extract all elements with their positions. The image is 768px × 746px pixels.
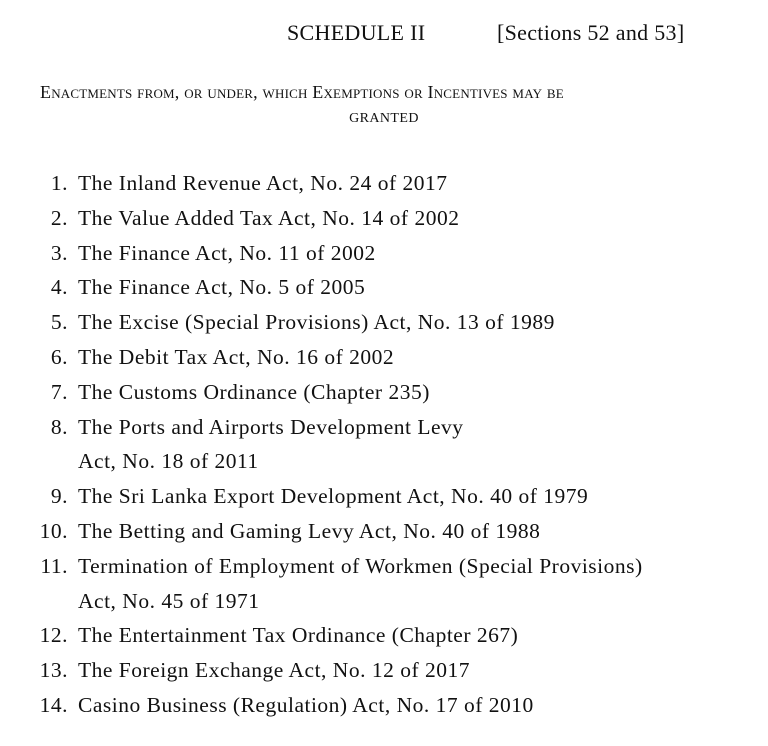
list-item-text: The Customs Ordinance (Chapter 235) <box>78 379 430 404</box>
list-item <box>0 166 768 201</box>
list-item-number: 4. <box>50 275 68 300</box>
list-item <box>0 375 768 410</box>
list-item-text: Act, No. 18 of 2011 <box>78 449 259 474</box>
list-item-number: 13. <box>39 658 68 683</box>
schedule-title: SCHEDULE II <box>287 20 426 45</box>
list-item-text: The Entertainment Tax Ordinance (Chapter 267) <box>78 623 519 648</box>
list-item <box>0 549 768 619</box>
subtitle-line-1: Enactments from, or under, which Exemptions or Incentives may be <box>40 82 564 102</box>
schedule-header <box>0 20 768 52</box>
schedule-sections-reference: [Sections 52 and 53] <box>497 20 685 45</box>
enactment-list <box>0 166 768 723</box>
list-item-number: 5. <box>50 310 68 335</box>
list-item-text: The Sri Lanka Export Development Act, No. 40 of 1979 <box>78 484 589 509</box>
list-item-text: The Betting and Gaming Levy Act, No. 40 of 1988 <box>78 518 541 543</box>
list-item <box>0 236 768 271</box>
list-item-number: 12. <box>39 623 68 648</box>
list-item-number: 2. <box>50 205 68 230</box>
list-item <box>0 514 768 549</box>
list-item-text: Casino Business (Regulation) Act, No. 17 of 2010 <box>78 692 534 717</box>
list-item <box>0 479 768 514</box>
list-item <box>0 270 768 305</box>
list-item <box>0 340 768 375</box>
list-item-text: The Finance Act, No. 11 of 2002 <box>78 240 376 265</box>
list-item-text: Act, No. 45 of 1971 <box>78 588 260 613</box>
list-item-text: The Excise (Special Provisions) Act, No. 13 of 1989 <box>78 310 555 335</box>
list-item-number: 3. <box>50 240 68 265</box>
subtitle-line-2: GRANTED <box>349 111 419 126</box>
list-item-number: 10. <box>39 518 68 543</box>
list-item-number: 1. <box>50 171 68 195</box>
list-item <box>0 688 768 723</box>
list-item-number: 9. <box>50 484 68 509</box>
list-item-text: The Ports and Airports Development Levy <box>78 414 464 439</box>
list-item-text: The Inland Revenue Act, No. 24 of 2017 <box>78 171 448 195</box>
list-item-text: Termination of Employment of Workmen (Special Provisions) <box>78 553 643 578</box>
list-item-text: The Value Added Tax Act, No. 14 of 2002 <box>78 205 460 230</box>
list-item-number: 7. <box>50 379 68 404</box>
list-item-text: The Foreign Exchange Act, No. 12 of 2017 <box>78 658 470 683</box>
list-item-number: 6. <box>50 344 68 369</box>
list-item <box>0 305 768 340</box>
list-item-text: The Debit Tax Act, No. 16 of 2002 <box>78 344 395 369</box>
list-item <box>0 201 768 236</box>
list-item-text: The Finance Act, No. 5 of 2005 <box>78 275 366 300</box>
list-item-number: 8. <box>50 414 68 439</box>
list-item <box>0 653 768 688</box>
list-item-number: 11. <box>40 553 68 578</box>
list-item <box>0 410 768 480</box>
list-item-number: 14. <box>39 692 68 717</box>
list-item <box>0 618 768 653</box>
